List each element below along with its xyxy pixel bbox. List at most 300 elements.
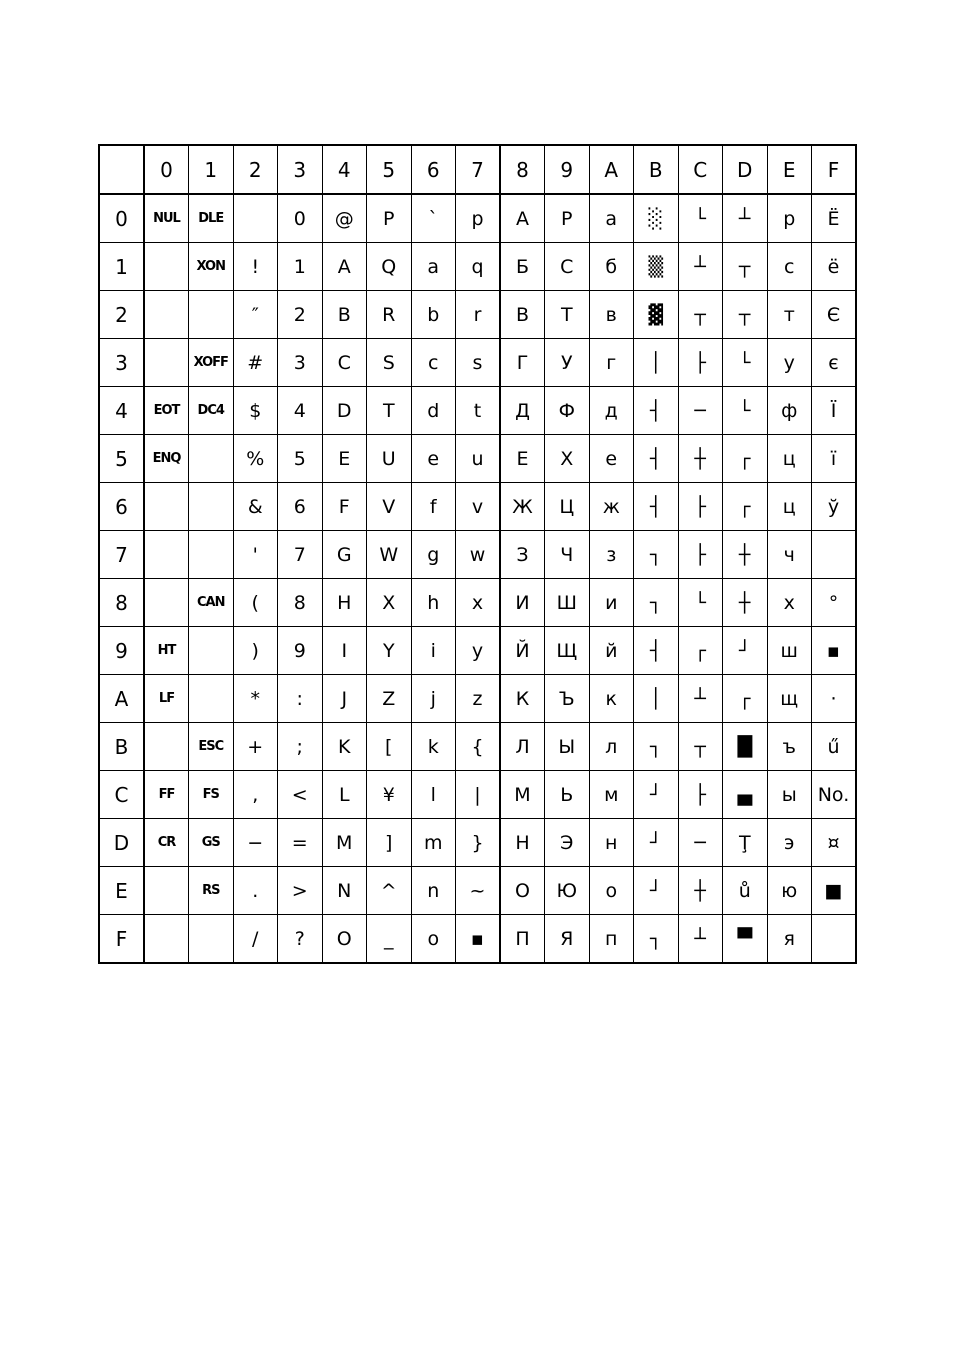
code-cell [144,531,189,579]
code-cell: X [367,579,412,627]
code-cell: XOFF [189,339,234,387]
table-row [99,387,856,435]
code-cell: ┌ [723,435,768,483]
code-cell: K [322,723,367,771]
code-cell: + [233,723,278,771]
code-cell: No. [812,771,857,819]
code-cell: f [411,483,456,531]
code-cell: k [411,723,456,771]
code-cell: ] [367,819,412,867]
code-cell: Т [545,291,590,339]
code-cell: ├ [678,339,723,387]
code-cell: { [456,723,501,771]
code-cell: └ [678,194,723,243]
code-cell: └ [678,579,723,627]
code-cell: д [589,387,634,435]
code-cell: Ч [545,531,590,579]
row-header-d: D [99,819,144,867]
code-cell: ┼ [723,579,768,627]
code-cell: Y [367,627,412,675]
code-cell: │ [634,339,679,387]
code-cell: # [233,339,278,387]
code-cell: └ [723,387,768,435]
code-cell: ▪ [456,915,501,964]
code-cell: ^ [367,867,412,915]
code-cell: З [500,531,545,579]
code-cell: P [367,194,412,243]
code-cell: l [411,771,456,819]
code-cell [812,531,857,579]
code-cell: NUL [144,194,189,243]
code-cell: _ [367,915,412,964]
code-cell: Б [500,243,545,291]
row-header-3: 3 [99,339,144,387]
code-cell: █ [723,723,768,771]
code-cell [144,483,189,531]
code-cell: ┤ [634,627,679,675]
code-cell: v [456,483,501,531]
code-cell: ( [233,579,278,627]
table-row [99,291,856,339]
code-cell: · [812,675,857,723]
code-cell: ┌ [723,483,768,531]
code-cell: D [322,387,367,435]
code-cell: ┌ [678,627,723,675]
code-cell: л [589,723,634,771]
code-cell: . [233,867,278,915]
code-cell: ц [767,483,812,531]
code-cell: O [322,915,367,964]
code-cell: Д [500,387,545,435]
code-cell: э [767,819,812,867]
code-cell: ├ [678,771,723,819]
code-cell: │ [634,675,679,723]
code-cell: < [278,771,323,819]
code-cell: ┐ [634,723,679,771]
code-cell: L [322,771,367,819]
code-cell: Й [500,627,545,675]
table-row [99,579,856,627]
column-header-row-group [99,145,856,194]
code-cell: S [367,339,412,387]
code-cell: c [411,339,456,387]
code-cell: 8 [278,579,323,627]
code-cell: щ [767,675,812,723]
code-cell: | [456,771,501,819]
code-cell: й [589,627,634,675]
code-cell [144,339,189,387]
code-cell: Р [545,194,590,243]
code-cell: П [500,915,545,964]
code-cell: b [411,291,456,339]
code-cell: J [322,675,367,723]
row-header-2: 2 [99,291,144,339]
code-cell: ─ [678,387,723,435]
code-cell: ' [233,531,278,579]
code-cell: ▪ [812,627,857,675]
code-cell: ├ [678,531,723,579]
code-cell [189,675,234,723]
code-cell: в [589,291,634,339]
code-cell: Q [367,243,412,291]
code-cell: XON [189,243,234,291]
code-cell: ▓ [634,291,679,339]
code-cell: к [589,675,634,723]
code-cell: Э [545,819,590,867]
code-cell: DLE [189,194,234,243]
code-cell: a [411,243,456,291]
code-cell: ┬ [678,291,723,339]
row-header-a: A [99,675,144,723]
code-cell: G [322,531,367,579]
column-header-5: 5 [367,145,412,194]
table-row [99,339,856,387]
code-cell [189,435,234,483]
code-cell: ¥ [367,771,412,819]
code-cell: ч [767,531,812,579]
code-cell: У [545,339,590,387]
code-cell: 1 [278,243,323,291]
code-cell: y [456,627,501,675]
code-cell: CAN [189,579,234,627]
code-cell: = [278,819,323,867]
code-cell: , [233,771,278,819]
code-cell: 4 [278,387,323,435]
code-cell: ┤ [634,387,679,435]
table-row [99,819,856,867]
code-cell [812,915,857,964]
code-cell: ″ [233,291,278,339]
code-cell: − [233,819,278,867]
code-cell: ▄ [723,771,768,819]
table-row [99,194,856,243]
row-header-9: 9 [99,627,144,675]
code-cell: ░ [634,194,679,243]
code-cell: и [589,579,634,627]
code-cell: ű [812,723,857,771]
code-cell: p [456,194,501,243]
code-cell: Ж [500,483,545,531]
code-cell: Ы [545,723,590,771]
code-cell: A [322,243,367,291]
code-cell: * [233,675,278,723]
code-cell: Ш [545,579,590,627]
code-cell: ~ [456,867,501,915]
code-cell: ж [589,483,634,531]
column-header-row [99,145,856,194]
code-cell: [ [367,723,412,771]
column-header-2: 2 [233,145,278,194]
code-cell: з [589,531,634,579]
code-cell: ┤ [634,483,679,531]
code-cell: х [767,579,812,627]
code-cell: о [589,867,634,915]
code-cell: > [278,867,323,915]
code-cell: └ [723,339,768,387]
code-cell: g [411,531,456,579]
code-cell: ▀ [723,915,768,964]
code-cell: Z [367,675,412,723]
code-cell: i [411,627,456,675]
column-header-8: 8 [500,145,545,194]
row-header-c: C [99,771,144,819]
row-header-f: F [99,915,144,964]
table-row [99,243,856,291]
code-cell: С [545,243,590,291]
code-cell: u [456,435,501,483]
code-cell: ┼ [678,435,723,483]
code-cell: RS [189,867,234,915]
column-header-1: 1 [189,145,234,194]
code-cell: h [411,579,456,627]
code-cell: ¤ [812,819,857,867]
code-cell: ┼ [678,867,723,915]
code-cell: Ё [812,194,857,243]
row-header-8: 8 [99,579,144,627]
code-cell: ┘ [634,819,679,867]
code-cell: HT [144,627,189,675]
code-cell [189,483,234,531]
code-cell: ┼ [723,531,768,579]
code-cell: ┌ [723,675,768,723]
code-cell: Ф [545,387,590,435]
column-header-d: D [723,145,768,194]
code-cell: 5 [278,435,323,483]
code-cell: ! [233,243,278,291]
code-cell: Є [812,291,857,339]
code-cell: ┬ [723,243,768,291]
code-cell: К [500,675,545,723]
table-row [99,483,856,531]
code-cell [144,915,189,964]
code-cell: ┐ [634,915,679,964]
code-cell: & [233,483,278,531]
code-cell: ы [767,771,812,819]
code-cell: ESC [189,723,234,771]
code-cell: ┴ [723,194,768,243]
code-cell: H [322,579,367,627]
row-header-6: 6 [99,483,144,531]
code-cell: ┬ [678,723,723,771]
code-cell: ё [812,243,857,291]
code-cell: Ъ [545,675,590,723]
code-cell: Ţ [723,819,768,867]
code-cell: FS [189,771,234,819]
code-cell [189,627,234,675]
code-cell: М [500,771,545,819]
column-header-7: 7 [456,145,501,194]
code-cell: Ц [545,483,590,531]
table-row [99,675,856,723]
code-cell: О [500,867,545,915]
code-cell: ; [278,723,323,771]
code-cell: E [322,435,367,483]
code-cell: q [456,243,501,291]
code-cell: ┴ [678,675,723,723]
code-cell: Н [500,819,545,867]
row-header-1: 1 [99,243,144,291]
table-row [99,867,856,915]
code-cell: z [456,675,501,723]
table-row [99,915,856,964]
code-cell: o [411,915,456,964]
code-cell: C [322,339,367,387]
code-cell: N [322,867,367,915]
code-cell: ┐ [634,579,679,627]
code-cell: x [456,579,501,627]
code-cell: ┴ [678,243,723,291]
code-cell [233,194,278,243]
code-cell: с [767,243,812,291]
column-header-c: C [678,145,723,194]
column-header-a: A [589,145,634,194]
code-cell: Ю [545,867,590,915]
table-row [99,627,856,675]
code-cell: % [233,435,278,483]
code-cell: г [589,339,634,387]
code-cell: ° [812,579,857,627]
code-cell: 7 [278,531,323,579]
code-cell: ENQ [144,435,189,483]
code-cell: CR [144,819,189,867]
code-cell: 2 [278,291,323,339]
code-cell: у [767,339,812,387]
code-cell: FF [144,771,189,819]
code-cell [144,579,189,627]
code-cell: ` [411,194,456,243]
code-cell: 9 [278,627,323,675]
row-header-4: 4 [99,387,144,435]
column-header-3: 3 [278,145,323,194]
code-cell: 3 [278,339,323,387]
column-header-f: F [812,145,857,194]
code-cell [189,531,234,579]
code-cell: ┬ [723,291,768,339]
code-cell: s [456,339,501,387]
code-cell: б [589,243,634,291]
code-cell: ▒ [634,243,679,291]
column-header-4: 4 [322,145,367,194]
code-cell: F [322,483,367,531]
code-cell: ┘ [723,627,768,675]
code-cell: Я [545,915,590,964]
code-cell: є [812,339,857,387]
code-cell: T [367,387,412,435]
table-row [99,531,856,579]
row-header-7: 7 [99,531,144,579]
code-cell: EOT [144,387,189,435]
code-cell: e [411,435,456,483]
code-cell: r [456,291,501,339]
code-cell: GS [189,819,234,867]
code-cell: Е [500,435,545,483]
column-header-b: B [634,145,679,194]
code-cell: B [322,291,367,339]
code-cell: я [767,915,812,964]
code-cell: ┘ [634,771,679,819]
code-cell: d [411,387,456,435]
code-cell: $ [233,387,278,435]
row-header-0: 0 [99,194,144,243]
code-cell: Щ [545,627,590,675]
code-cell: ■ [812,867,857,915]
row-header-e: E [99,867,144,915]
code-cell [189,915,234,964]
code-cell: w [456,531,501,579]
code-cell: } [456,819,501,867]
code-cell: Л [500,723,545,771]
code-cell: j [411,675,456,723]
code-cell: 6 [278,483,323,531]
code-cell: ц [767,435,812,483]
code-cell: I [322,627,367,675]
column-header-0: 0 [144,145,189,194]
code-cell: ┴ [678,915,723,964]
code-cell: / [233,915,278,964]
code-cell: ů [723,867,768,915]
code-cell: m [411,819,456,867]
code-cell: В [500,291,545,339]
code-cell: Ї [812,387,857,435]
corner-cell [99,145,144,194]
character-code-table [98,144,857,964]
code-cell: ┤ [634,435,679,483]
row-header-b: B [99,723,144,771]
table-body [99,194,856,963]
code-cell: V [367,483,412,531]
code-cell: ├ [678,483,723,531]
table-row [99,723,856,771]
code-cell: р [767,194,812,243]
code-cell [144,243,189,291]
code-cell: ў [812,483,857,531]
code-cell: ┐ [634,531,679,579]
code-cell: п [589,915,634,964]
code-cell: ) [233,627,278,675]
code-cell: н [589,819,634,867]
code-cell [189,291,234,339]
code-cell: DC4 [189,387,234,435]
code-cell: W [367,531,412,579]
code-cell: е [589,435,634,483]
code-cell: ї [812,435,857,483]
code-cell: т [767,291,812,339]
code-cell: R [367,291,412,339]
code-cell: ш [767,627,812,675]
code-cell [144,291,189,339]
code-cell: Ь [545,771,590,819]
column-header-e: E [767,145,812,194]
code-cell: ф [767,387,812,435]
code-cell: M [322,819,367,867]
column-header-6: 6 [411,145,456,194]
table-row [99,435,856,483]
code-cell: ъ [767,723,812,771]
code-cell: а [589,194,634,243]
code-cell: Г [500,339,545,387]
code-cell: U [367,435,412,483]
column-header-9: 9 [545,145,590,194]
code-cell: А [500,194,545,243]
code-cell: И [500,579,545,627]
code-cell: : [278,675,323,723]
table-row [99,771,856,819]
code-cell: ю [767,867,812,915]
code-cell: м [589,771,634,819]
code-cell: Х [545,435,590,483]
code-cell: 0 [278,194,323,243]
code-cell: @ [322,194,367,243]
